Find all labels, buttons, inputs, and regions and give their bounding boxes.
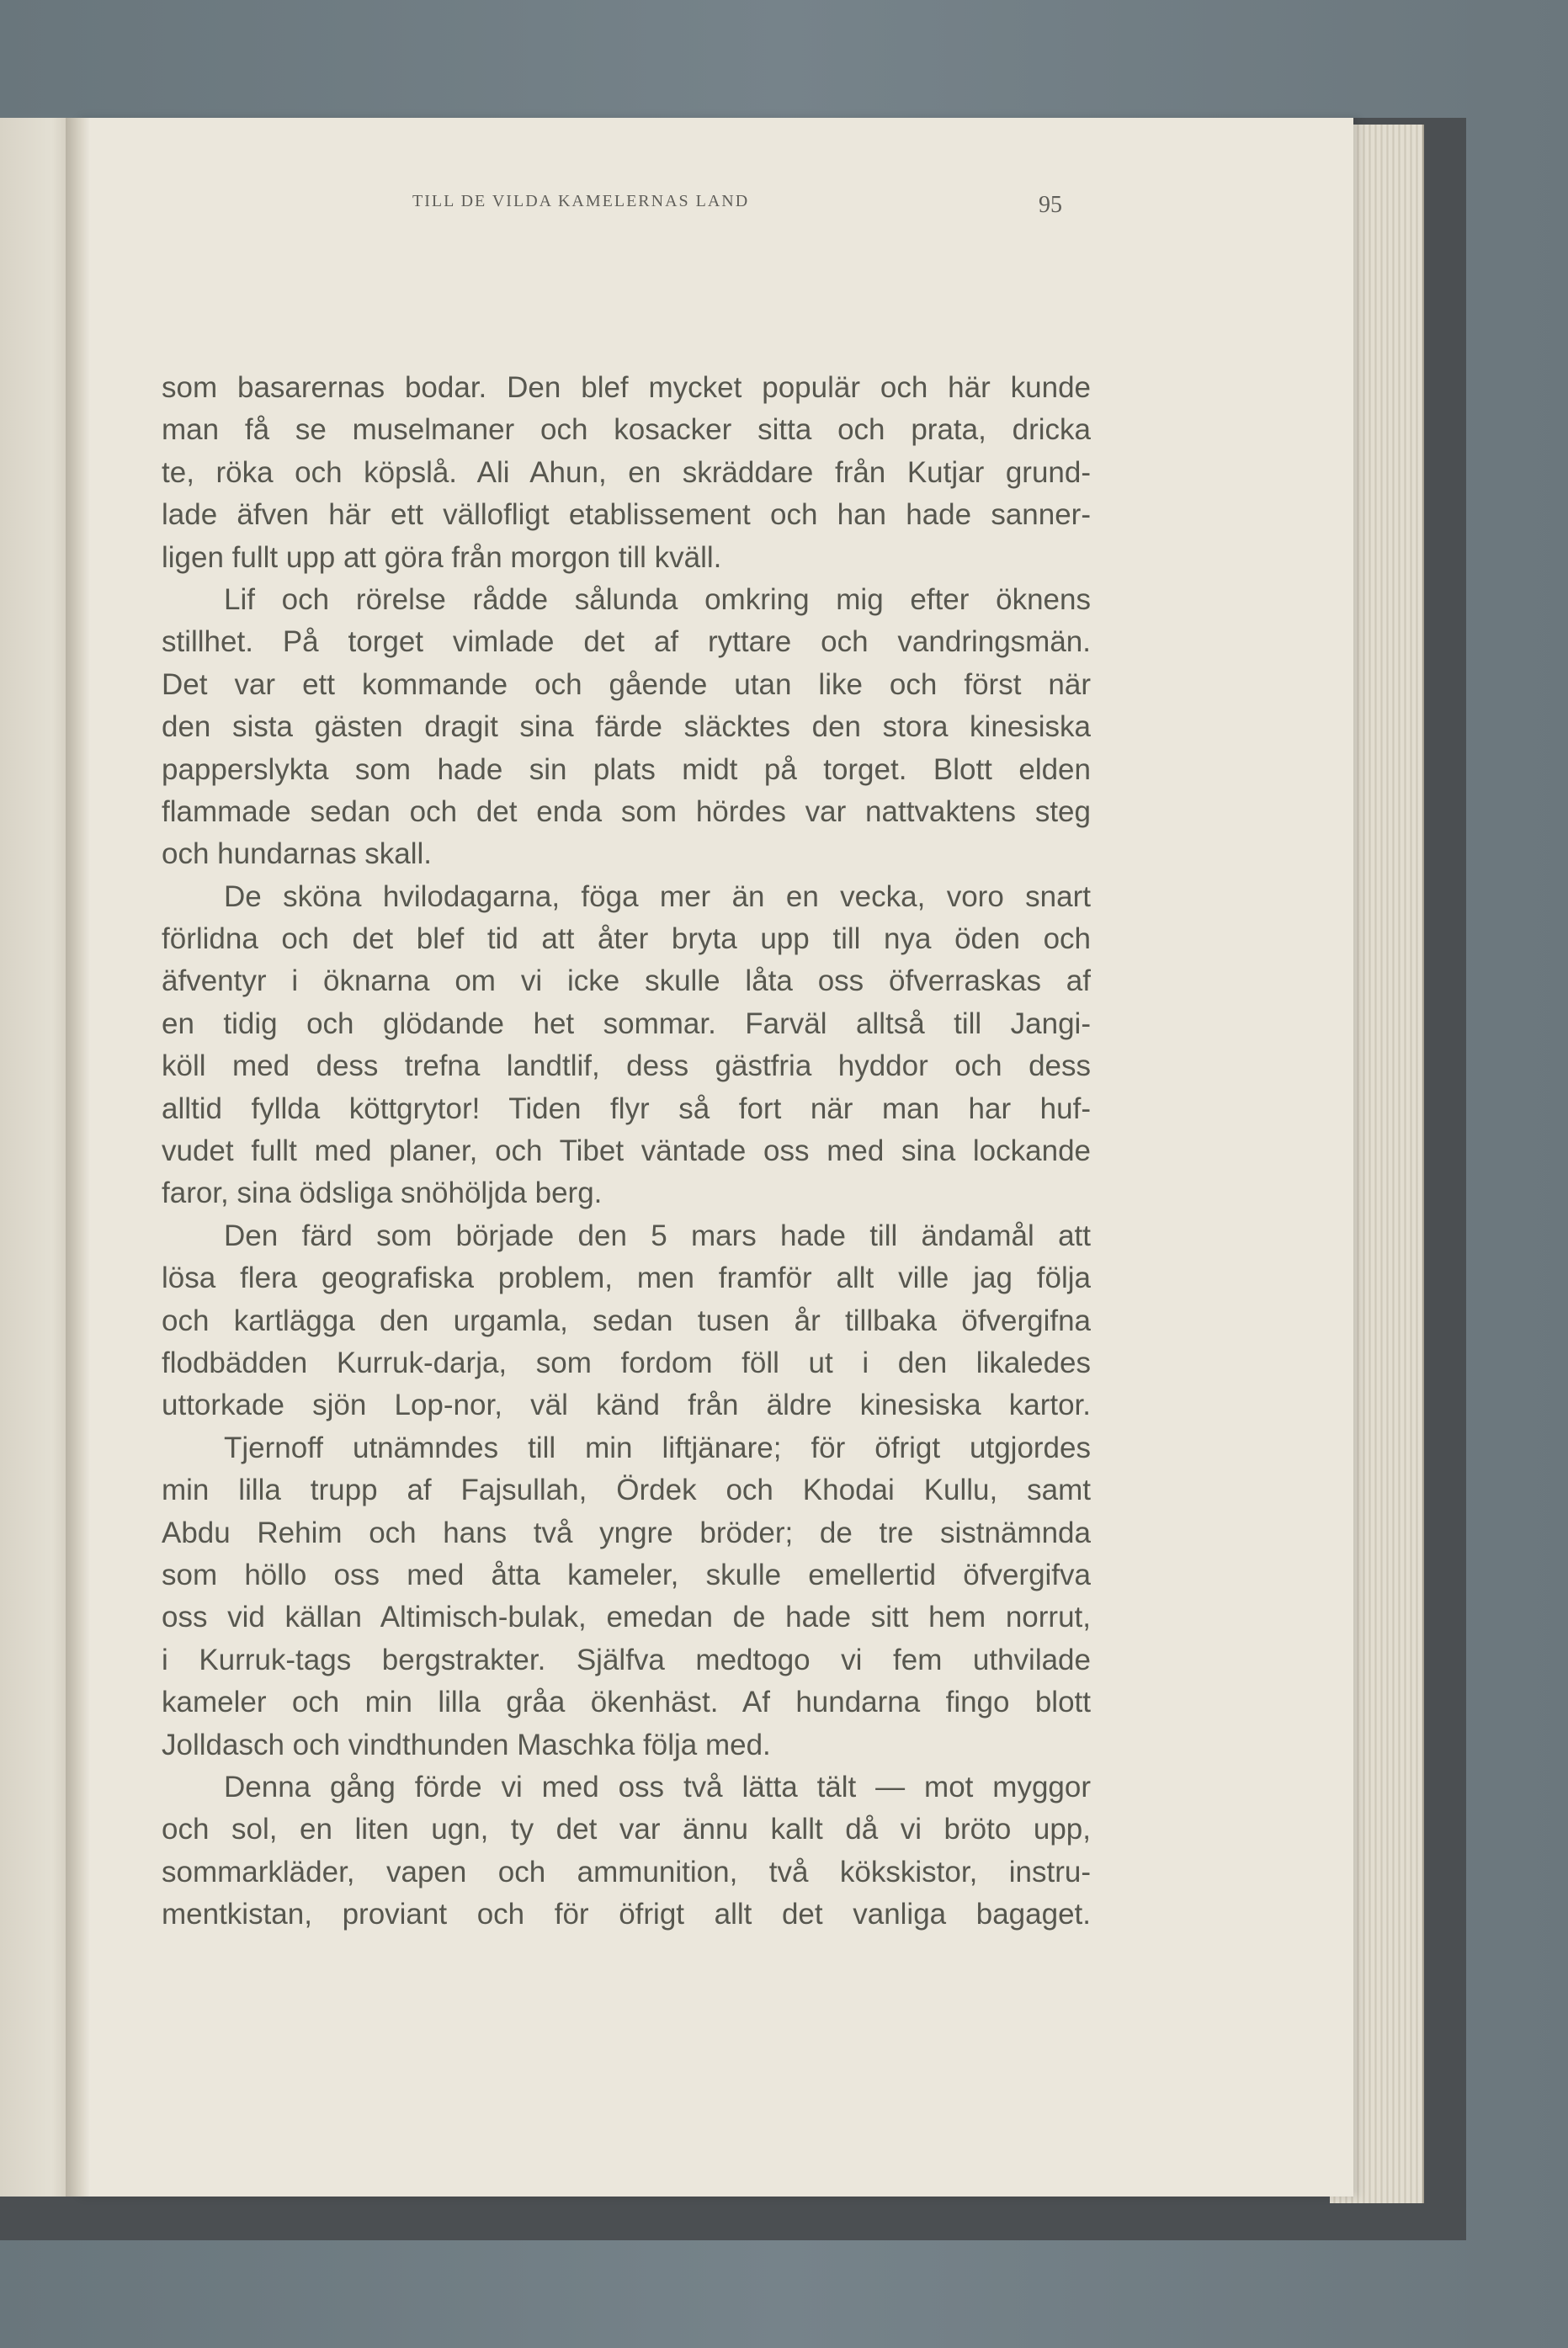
text-line: lade äfven här ett vällofligt etablissement och han hade sanner- [162, 498, 1091, 532]
text-line: och sol, en liten ugn, ty det var ännu kallt då vi bröto upp, [162, 1813, 1091, 1846]
text-line: den sista gästen dragit sina färde släcktes den stora kinesiska [162, 710, 1091, 744]
running-head: TILL DE VILDA KAMELERNAS LAND [412, 192, 750, 210]
text-line: vudet fullt med planer, och Tibet väntade oss med sina lockande [162, 1134, 1091, 1168]
text-line: och kartlägga den urgamla, sedan tusen år tillbaka öfvergifna [162, 1304, 1091, 1337]
text-line: Abdu Rehim och hans två yngre bröder; de tre sistnämnda [162, 1516, 1091, 1549]
page-header [0, 192, 1568, 226]
text-line: Den färd som började den 5 mars hade till ändamål att [224, 1219, 1091, 1252]
text-line: lösa flera geografiska problem, men framför allt ville jag följa [162, 1262, 1091, 1295]
text-line: man få se muselmaner och kosacker sitta och prata, dricka [162, 413, 1091, 447]
text-line: Lif och rörelse rådde sålunda omkring mig efter öknens [224, 582, 1091, 616]
text-line: som basarernas bodar. Den blef mycket populär och här kunde [162, 371, 1091, 404]
text-line: uttorkade sjön Lop-nor, väl känd från äldre kinesiska kartor. [162, 1389, 1091, 1422]
text-line: papperslykta som hade sin plats midt på torget. Blott elden [162, 752, 1091, 786]
text-line: i Kurruk-tags bergstrakter. Själfva medtogo vi fem uthvilade [162, 1643, 1091, 1676]
text-line: te, röka och köpslå. Ali Ahun, en skräddare från Kutjar grund- [162, 455, 1091, 489]
text-line: min lilla trupp af Fajsullah, Ördek och Khodai Kullu, samt [162, 1474, 1091, 1507]
text-line: Tjernoff utnämndes till min liftjänare; för öfrigt utgjordes [224, 1431, 1091, 1464]
text-line: faror, sina ödsliga snöhöljda berg. [162, 1177, 603, 1210]
text-line: Denna gång förde vi med oss två lätta tält — mot myggor [224, 1770, 1091, 1803]
text-line: kameler och min lilla gråa ökenhäst. Af hundarna fingo blott [162, 1686, 1091, 1719]
text-line: sommarkläder, vapen och ammunition, två kökskistor, instru- [162, 1855, 1091, 1888]
text-line: flammade sedan och det enda som hördes var nattvaktens steg [162, 794, 1091, 828]
text-line: Det var ett kommande och gående utan like och först när [162, 667, 1091, 701]
text-line: stillhet. På torget vimlade det af ryttare och vandringsmän. [162, 625, 1091, 659]
text-line: som höllo oss med åtta kameler, skulle emellertid öfvergifva [162, 1558, 1091, 1591]
facing-page-edge [0, 118, 74, 2197]
text-line: Jolldasch och vindthunden Maschka följa med. [162, 1728, 771, 1761]
text-line: De sköna hvilodagarna, föga mer än en vecka, voro snart [224, 879, 1091, 913]
text-line: oss vid källan Altimisch-bulak, emedan de hade sitt hem norrut, [162, 1601, 1091, 1634]
page-number: 95 [1039, 192, 1062, 218]
text-line: ligen fullt upp att göra från morgon till kväll. [162, 540, 722, 574]
text-line: äfventyr i öknarna om vi icke skulle låta oss öfverraskas af [162, 964, 1091, 998]
text-line: köll med dess trefna landtlif, dess gästfria hyddor och dess [162, 1049, 1091, 1083]
text-line: mentkistan, proviant och för öfrigt allt det vanliga bagaget. [162, 1898, 1091, 1931]
text-line: och hundarnas skall. [162, 837, 433, 871]
body-text [162, 367, 1091, 1936]
book-gutter [66, 118, 91, 2197]
text-line: en tidig och glödande het sommar. Farväl alltså till Jangi- [162, 1007, 1091, 1040]
text-line: alltid fyllda köttgrytor! Tiden flyr så fort när man har huf- [162, 1092, 1091, 1125]
text-line: flodbädden Kurruk-darja, som fordom föll ut i den likaledes [162, 1346, 1091, 1379]
text-line: förlidna och det blef tid att åter bryta upp till nya öden och [162, 922, 1091, 956]
